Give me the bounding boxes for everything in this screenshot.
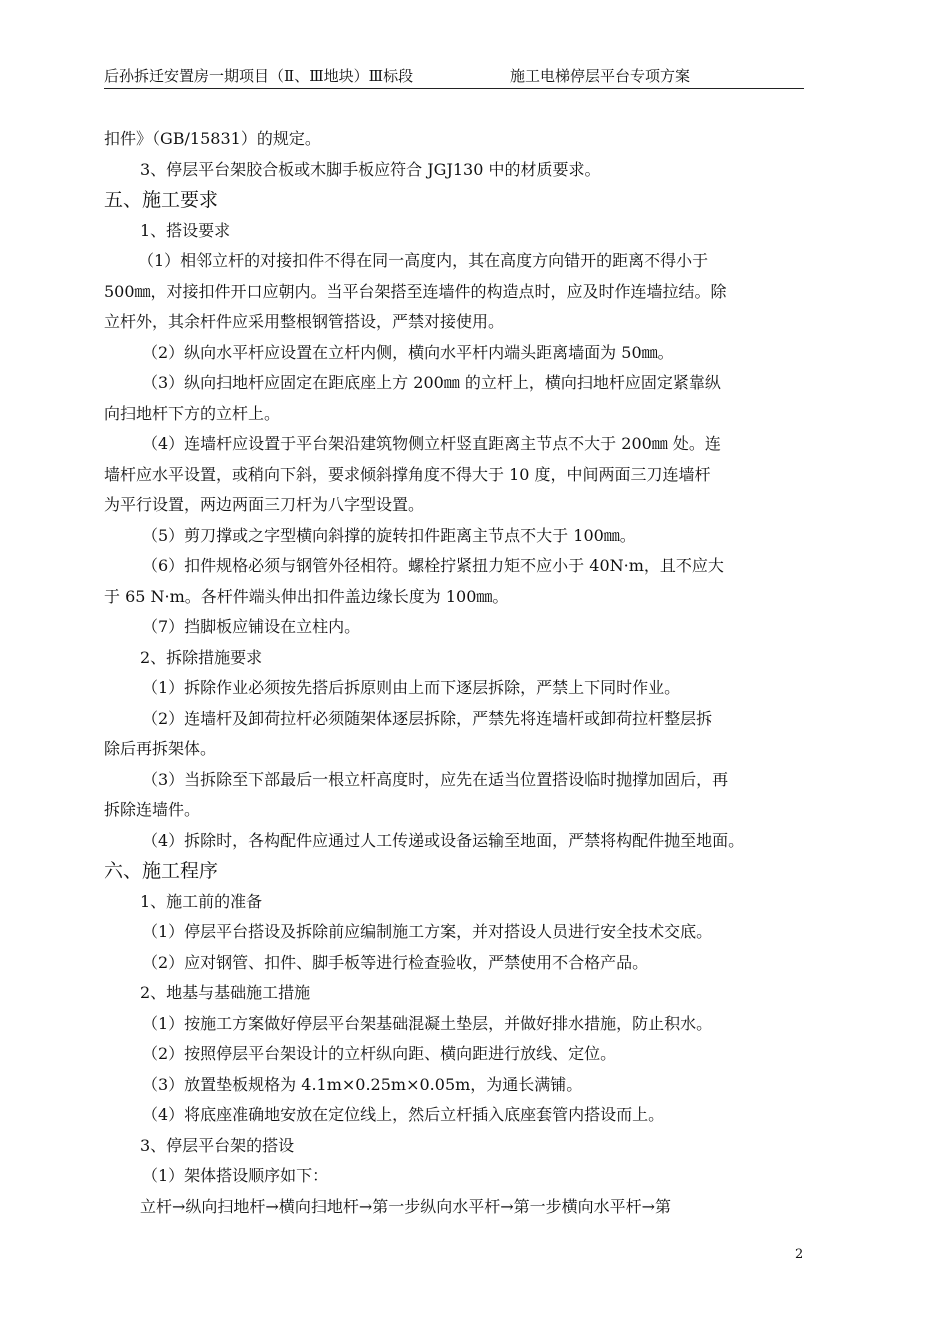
subsection-heading: 2、拆除措施要求 [140, 647, 263, 667]
text-line: 扣件》（GB/15831）的规定。 [104, 129, 321, 148]
header-document-title: 施工电梯停层平台专项方案 [510, 67, 691, 85]
document-body [104, 124, 816, 1222]
text-line: （2）纵向水平杆应设置在立杆内侧，横向水平杆内端头距离墙面为 50㎜。 [142, 342, 674, 362]
text-line: （6）扣件规格必须与钢管外径相符。螺栓拧紧扭力矩不应小于 40N·m，且不应大 [142, 556, 724, 575]
text-line: （1）停层平台搭设及拆除前应编制施工方案，并对搭设人员进行安全技术交底。 [142, 922, 713, 941]
header-project-title: 后孙拆迁安置房一期项目（Ⅱ、Ⅲ地块）Ⅲ标段 [104, 67, 414, 85]
text-line: 于 65 N·m。各杆件端头伸出扣件盖边缘长度为 100㎜。 [104, 586, 509, 606]
subsection-heading: 2、地基与基础施工措施 [140, 983, 311, 1002]
text-line: 除后再拆架体。 [104, 739, 217, 758]
text-line: （3）纵向扫地杆应固定在距底座上方 200㎜ 的立杆上，横向扫地杆应固定紧靠纵 [142, 373, 721, 392]
text-line: （1）架体搭设顺序如下： [142, 1166, 329, 1185]
text-line: （4）拆除时，各构配件应通过人工传递或设备运输至地面，严禁将构配件抛至地面。 [142, 830, 745, 850]
text-line: （3）放置垫板规格为 4.1m×0.25m×0.05m，为通长满铺。 [142, 1074, 583, 1094]
text-line: 3、停层平台架胶合板或木脚手板应符合 JGJ130 中的材质要求。 [140, 159, 601, 179]
text-line: （2）按照停层平台架设计的立杆纵向距、横向距进行放线、定位。 [142, 1044, 617, 1063]
text-line: 向扫地杆下方的立杆上。 [104, 403, 281, 423]
text-line: （1）拆除作业必须按先搭后拆原则由上而下逐层拆除，严禁上下同时作业。 [142, 678, 681, 697]
section-heading: 六、施工程序 [104, 860, 219, 882]
text-line: 为平行设置，两边两面三刀杆为八字型设置。 [104, 495, 425, 514]
text-line: 拆除连墙件。 [104, 800, 201, 819]
text-line: （2）连墙杆及卸荷拉杆必须随架体逐层拆除，严禁先将连墙杆或卸荷拉杆整层拆 [142, 708, 713, 728]
section-heading: 五、施工要求 [104, 189, 219, 211]
text-line: （4）连墙杆应设置于平台架沿建筑物侧立杆竖直距离主节点不大于 200㎜ 处。连 [142, 434, 721, 453]
text-line: 立杆外，其余杆件应采用整根钢管搭设，严禁对接使用。 [104, 312, 505, 331]
text-line: 立杆→纵向扫地杆→横向扫地杆→第一步纵向水平杆→第一步横向水平杆→第 [140, 1196, 672, 1216]
subsection-heading: 1、施工前的准备 [140, 891, 263, 911]
page-header [104, 64, 804, 89]
subsection-heading: 3、停层平台架的搭设 [140, 1135, 295, 1155]
subsection-heading: 1、搭设要求 [140, 220, 231, 240]
text-line: 墙杆应水平设置，或稍向下斜，要求倾斜撑角度不得大于 10 度，中间两面三刀连墙杆 [104, 464, 711, 484]
text-line: （1）相邻立杆的对接扣件不得在同一高度内，其在高度方向错开的距离不得小于 [138, 251, 709, 270]
text-line: （5）剪刀撑或之字型横向斜撑的旋转扣件距离主节点不大于 100㎜。 [142, 525, 636, 545]
text-line: （4）将底座准确地安放在定位线上，然后立杆插入底座套管内搭设而上。 [142, 1105, 665, 1124]
text-line: 500㎜，对接扣件开口应朝内。当平台架搭至连墙件的构造点时，应及时作连墙拉结。除 [104, 281, 727, 301]
text-line: （7）挡脚板应铺设在立柱内。 [142, 617, 361, 636]
text-line: （2）应对钢管、扣件、脚手板等进行检查验收，严禁使用不合格产品。 [142, 952, 649, 972]
text-line: （1）按施工方案做好停层平台架基础混凝土垫层，并做好排水措施，防止积水。 [142, 1013, 713, 1033]
text-line: （3）当拆除至下部最后一根立杆高度时，应先在适当位置搭设临时抛撑加固后，再 [142, 769, 729, 789]
page-number: 2 [795, 1247, 804, 1262]
